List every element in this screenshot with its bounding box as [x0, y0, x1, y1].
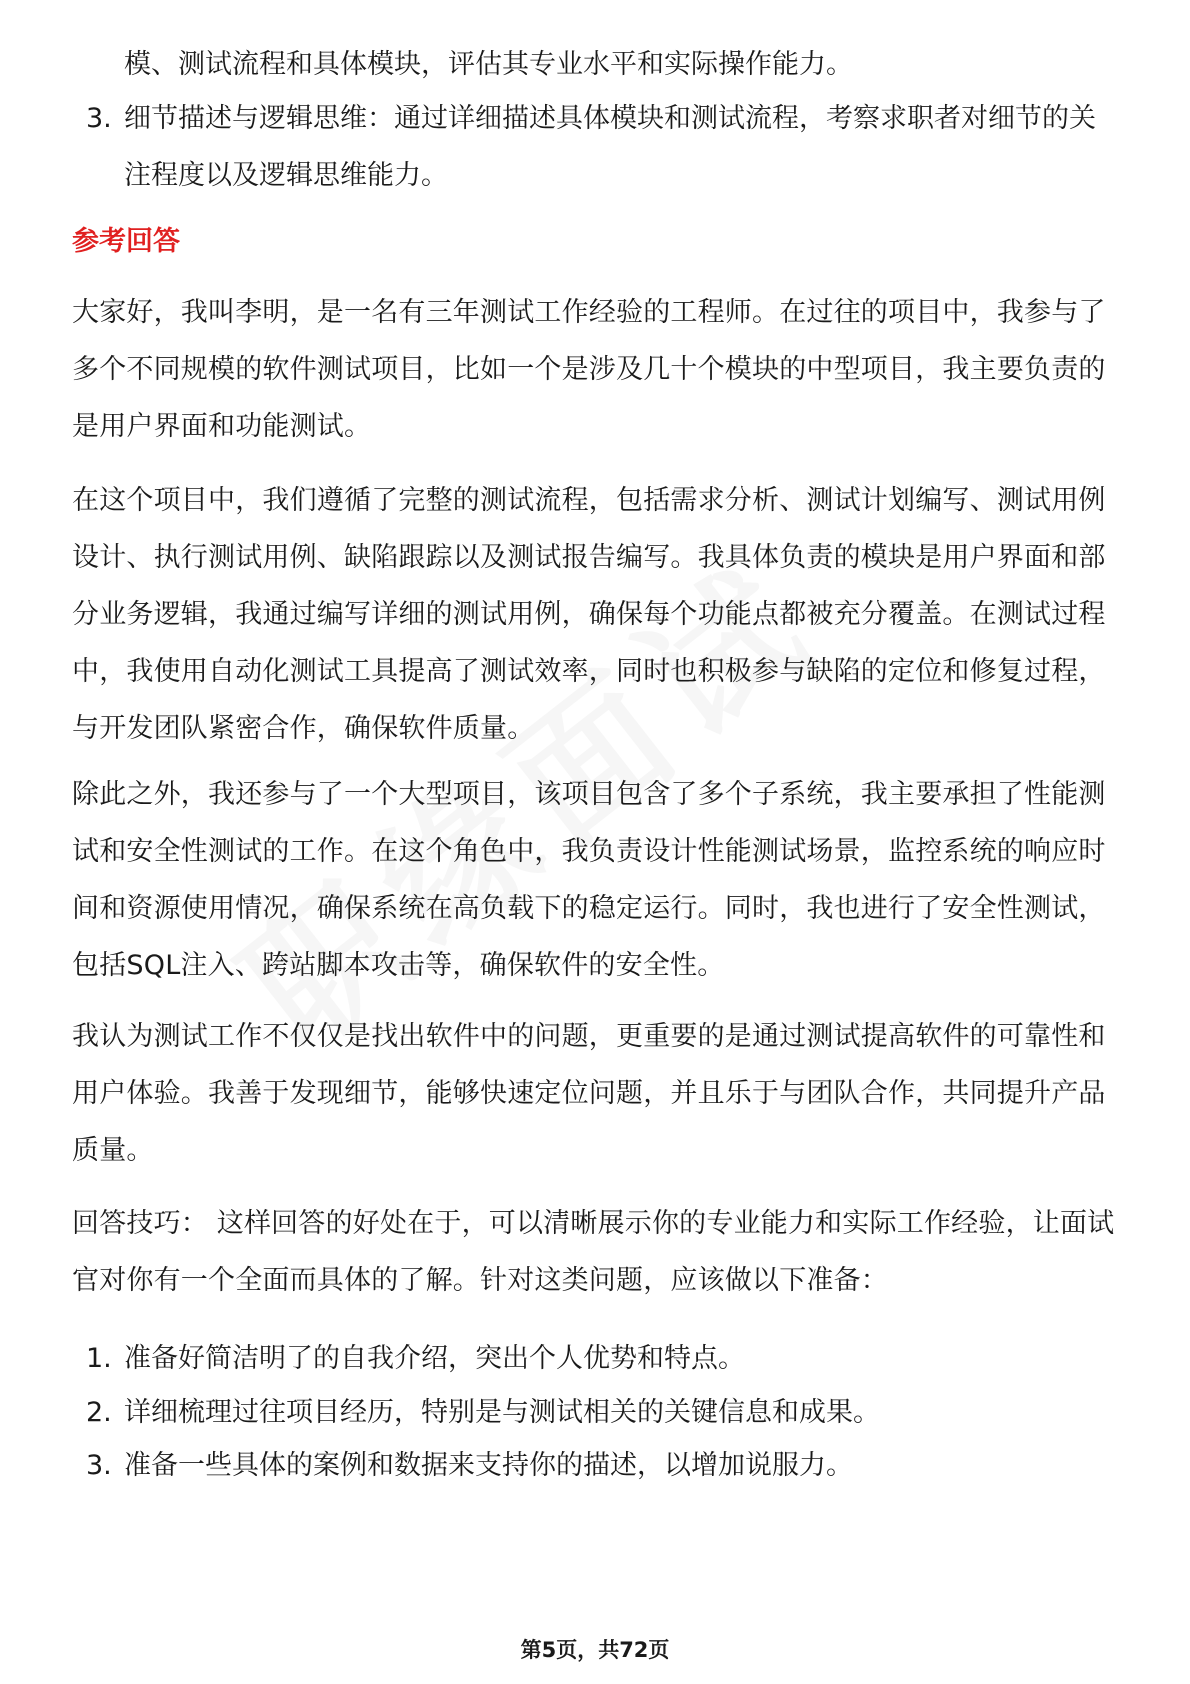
list-item-3-top	[72, 90, 1122, 204]
paragraph-3: 除此之外，我还参与了一个大型项目，该项目包含了多个子系统，我主要承担了性能测试和安全性测试的工作。在这个角色中，我负责设计性能测试场景，监控系统的响应时间和资源使用情况，确保系统在高负载下的稳定运行。同时，我也进行了安全性测试，包括SQL注入、跨站脚本攻击等，确保软件的安全性。	[72, 779, 1106, 981]
list-continuation-line: 模、测试流程和具体模块，评估其专业水平和实际操作能力。	[124, 49, 853, 80]
list-item-text: 准备一些具体的案例和数据来支持你的描述，以增加说服力。	[124, 1450, 853, 1481]
list-item-text: 细节描述与逻辑思维：通过详细描述具体模块和测试流程，考察求职者对细节的关注程度以及逻辑思维能力。	[124, 103, 1096, 191]
tip-item-1	[72, 1330, 1122, 1387]
list-number: 3.	[86, 1450, 112, 1481]
list-number: 2.	[86, 1397, 112, 1428]
list-number: 1.	[86, 1343, 112, 1374]
page-footer: 第5页，共72页	[520, 1638, 670, 1662]
list-item-text: 详细梳理过往项目经历，特别是与测试相关的关键信息和成果。	[124, 1397, 880, 1428]
paragraph-2: 在这个项目中，我们遵循了完整的测试流程，包括需求分析、测试计划编写、测试用例设计、执行测试用例、缺陷跟踪以及测试报告编写。我具体负责的模块是用户界面和部分业务逻辑，我通过编写详细的测试用例，确保每个功能点都被充分覆盖。在测试过程中，我使用自动化测试工具提高了测试效率，同时也积极参与缺陷的定位和修复过程，与开发团队紧密合作，确保软件质量。	[72, 485, 1106, 744]
list-item-text: 准备好简洁明了的自我介绍，突出个人优势和特点。	[124, 1343, 745, 1374]
tip-item-3	[72, 1437, 1122, 1494]
list-number: 3.	[86, 103, 112, 134]
paragraph-4: 我认为测试工作不仅仅是找出软件中的问题，更重要的是通过测试提高软件的可靠性和用户体验。我善于发现细节，能够快速定位问题，并且乐于与团队合作，共同提升产品质量。	[72, 1021, 1106, 1166]
tip-item-2	[72, 1384, 1122, 1441]
section-heading: 参考回答	[72, 226, 180, 257]
paragraph-1: 大家好，我叫李明，是一名有三年测试工作经验的工程师。在过往的项目中，我参与了多个不同规模的软件测试项目，比如一个是涉及几十个模块的中型项目，我主要负责的是用户界面和功能测试。	[72, 297, 1106, 442]
answer-tips-paragraph: 回答技巧： 这样回答的好处在于，可以清晰展示你的专业能力和实际工作经验，让面试官对你有一个全面而具体的了解。针对这类问题，应该做以下准备：	[72, 1208, 1115, 1296]
